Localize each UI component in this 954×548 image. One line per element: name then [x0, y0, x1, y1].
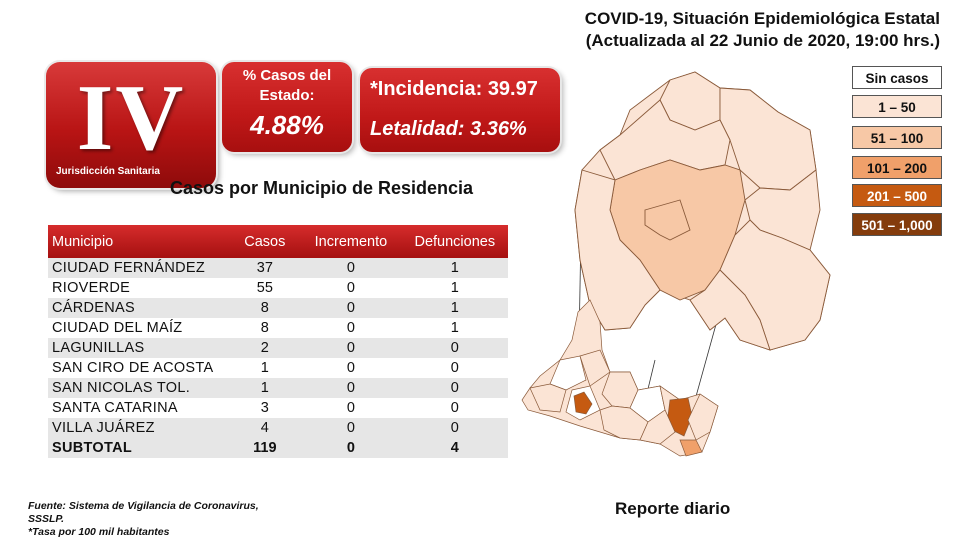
- table-row: [48, 398, 508, 418]
- incidence-rate: *Incidencia: 39.97: [370, 78, 538, 100]
- state-share-value: 4.88%: [250, 110, 324, 140]
- cell-municipio: CIUDAD DEL MAÍZ: [48, 318, 229, 338]
- cell-incremento: 0: [300, 338, 401, 358]
- cell-casos: 55: [229, 278, 300, 298]
- source-line-1: Fuente: Sistema de Vigilancia de Coronavirus,: [28, 500, 259, 512]
- jurisdiction-label: Jurisdicción Sanitaria: [56, 166, 160, 177]
- cell-incremento: 0: [300, 358, 401, 378]
- cell-municipio: SAN NICOLAS TOL.: [48, 378, 229, 398]
- legend-label: 1 – 50: [878, 100, 916, 115]
- daily-report-label: Reporte diario: [615, 499, 731, 518]
- table-row: [48, 298, 508, 318]
- legend-label: 501 – 1,000: [861, 218, 933, 233]
- enlarged-jurisdiction: [575, 72, 830, 350]
- legend-label: Sin casos: [865, 71, 929, 86]
- cell-subtotal-incremento: 0: [300, 438, 401, 458]
- source-line-2: SSSLP.: [28, 513, 64, 525]
- cell-municipio: SAN CIRO DE ACOSTA: [48, 358, 229, 378]
- jurisdiction-number: IV: [76, 66, 186, 170]
- cell-municipio: CIUDAD FERNÁNDEZ: [48, 258, 229, 278]
- cell-municipio: LAGUNILLAS: [48, 338, 229, 358]
- table-row: [48, 378, 508, 398]
- jurisdiction-badge: [46, 62, 216, 188]
- cell-casos: 1: [229, 378, 300, 398]
- table-header-row: [48, 225, 508, 258]
- report-title: [540, 8, 940, 52]
- cell-defunciones: 0: [402, 338, 508, 358]
- cell-incremento: 0: [300, 378, 401, 398]
- cell-incremento: 0: [300, 278, 401, 298]
- title-line-2: (Actualizada al 22 Junio de 2020, 19:00 hrs.): [585, 31, 940, 50]
- cell-defunciones: 0: [402, 398, 508, 418]
- cell-municipio: CÁRDENAS: [48, 298, 229, 318]
- cell-casos: 3: [229, 398, 300, 418]
- state-share-label-line2: Estado:: [259, 87, 315, 104]
- title-line-1: COVID-19, Situación Epidemiológica Estatal: [584, 9, 940, 28]
- table-row: [48, 418, 508, 438]
- cell-municipio: RIOVERDE: [48, 278, 229, 298]
- cell-defunciones: 1: [402, 318, 508, 338]
- cell-incremento: 0: [300, 418, 401, 438]
- legend-item-4: [852, 184, 942, 207]
- col-incremento: Incremento: [300, 225, 401, 258]
- legend-item-1: [852, 95, 942, 118]
- cell-incremento: 0: [300, 258, 401, 278]
- source-note: [28, 500, 308, 539]
- lethality-rate: Letalidad: 3.36%: [370, 118, 527, 140]
- state-share-label: [222, 66, 352, 106]
- cell-defunciones: 0: [402, 418, 508, 438]
- legend-item-0: [852, 66, 942, 89]
- state-share-label-line1: % Casos del: [242, 67, 332, 84]
- cell-municipio: VILLA JUÁREZ: [48, 418, 229, 438]
- cell-defunciones: 1: [402, 258, 508, 278]
- legend-item-2: [852, 126, 942, 149]
- cell-casos: 37: [229, 258, 300, 278]
- table-title: Casos por Municipio de Residencia: [170, 178, 474, 198]
- cell-casos: 1: [229, 358, 300, 378]
- col-casos: Casos: [229, 225, 300, 258]
- cell-casos: 2: [229, 338, 300, 358]
- cell-incremento: 0: [300, 298, 401, 318]
- subtotal-row: [48, 438, 508, 458]
- cell-incremento: 0: [300, 318, 401, 338]
- col-defunciones: Defunciones: [402, 225, 508, 258]
- state-share-box: [222, 62, 352, 152]
- cell-subtotal-label: SUBTOTAL: [48, 438, 229, 458]
- legend-label: 201 – 500: [866, 189, 928, 204]
- legend-label: 51 – 100: [870, 131, 924, 146]
- legend-label: 101 – 200: [866, 161, 928, 176]
- cell-municipio: SANTA CATARINA: [48, 398, 229, 418]
- cell-subtotal-casos: 119: [229, 438, 300, 458]
- cell-casos: 8: [229, 298, 300, 318]
- municipality-table: [48, 225, 508, 458]
- cell-defunciones: 1: [402, 278, 508, 298]
- table-row: [48, 278, 508, 298]
- cell-casos: 8: [229, 318, 300, 338]
- rate-footnote: *Tasa por 100 mil habitantes: [28, 526, 170, 538]
- jurisdiction-map: [520, 60, 840, 460]
- table-row: [48, 338, 508, 358]
- cell-defunciones: 0: [402, 358, 508, 378]
- legend-item-3: [852, 156, 942, 179]
- cell-defunciones: 0: [402, 378, 508, 398]
- cell-defunciones: 1: [402, 298, 508, 318]
- table-row: [48, 318, 508, 338]
- cell-incremento: 0: [300, 398, 401, 418]
- table-row: [48, 358, 508, 378]
- cell-casos: 4: [229, 418, 300, 438]
- col-municipio: Municipio: [48, 225, 229, 258]
- cell-subtotal-defunciones: 4: [402, 438, 508, 458]
- legend-item-5: [852, 213, 942, 236]
- table-row: [48, 258, 508, 278]
